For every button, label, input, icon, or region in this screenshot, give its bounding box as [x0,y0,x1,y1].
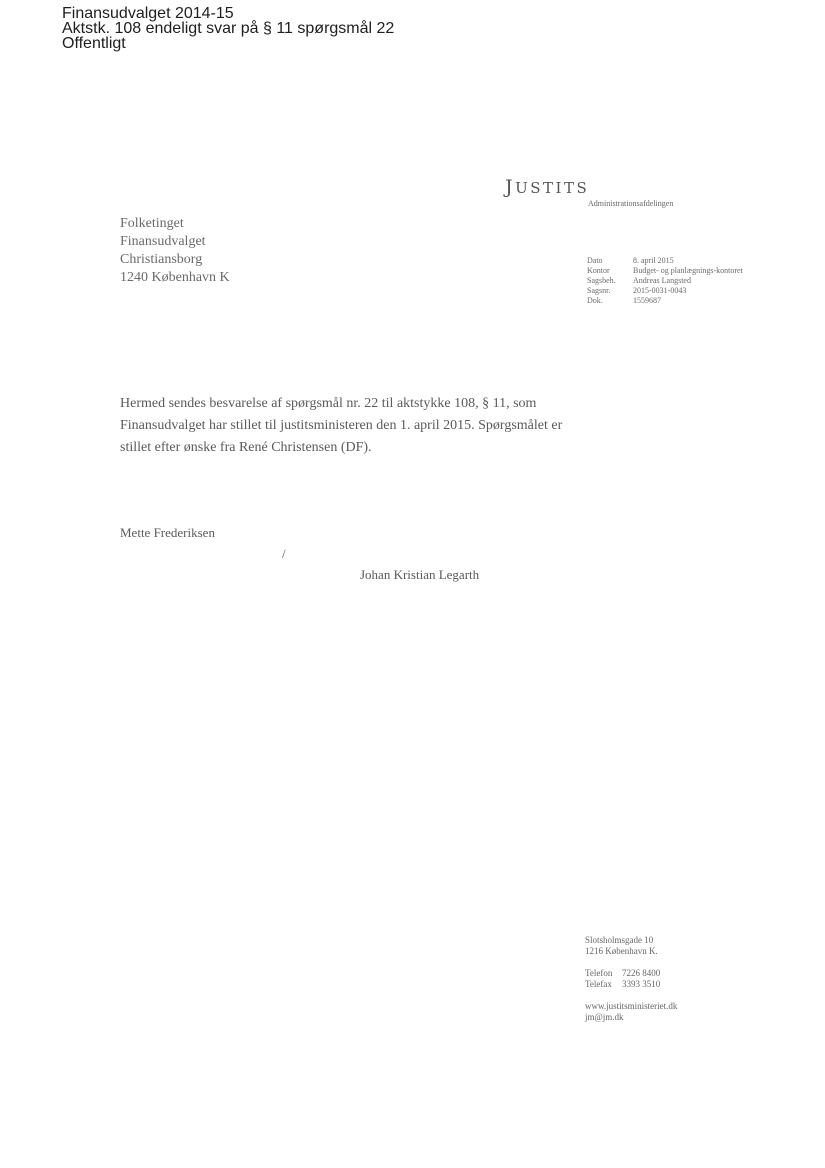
stamp-line-reference: Aktstk. 108 endeligt svar på § 11 spørgsmål 22 [62,20,395,37]
meta-value: Andreas Langsted [633,276,691,285]
meta-value: 1559687 [633,296,661,305]
phone-block [585,968,677,990]
meta-row-case-number [587,286,743,296]
postal-address [585,935,677,957]
meta-value: 2015-0031-0043 [633,286,687,295]
signature-minister: Mette Frederiksen [120,525,215,540]
phone-label: Telefon [585,968,613,978]
address-city: 1216 København K. [585,946,658,956]
logo-initial: J [505,176,516,198]
meta-key: Dato [587,256,603,265]
meta-row-date [587,256,743,266]
meta-key: Dok. [587,296,603,305]
meta-key: Sagsbeh. [587,276,616,285]
signature-official: Johan Kristian Legarth [360,567,480,582]
meta-row-document [587,296,743,306]
recipient-line: Christiansborg [120,252,203,267]
phone-number: 7226 8400 [622,968,661,978]
signature-separator: / [282,546,286,561]
document-stamp [62,6,394,51]
stamp-line-status: Offentligt [62,35,126,52]
email-link[interactable]: jm@jm.dk [585,1012,624,1022]
address-street: Slotsholmsgade 10 [585,935,654,945]
logo-rest: USTITS [515,179,590,197]
contact-block [585,935,677,1023]
department-name: Administrationsafdelingen [588,199,674,208]
meta-key: Sagsnr. [587,286,611,295]
ministry-logo [505,176,589,198]
recipient-line: Finansudvalget [120,234,206,249]
letter-body: Hermed sendes besvarelse af spørgsmål nr. 22 til aktstykke 108, § 11, som Finansudvalget har stillet til justitsministeren den 1. april 2015. Spørgsmålet er stillet efter ønske fra René Christensen (DF). [120,396,563,455]
recipient-line: 1240 København K [120,270,230,285]
phone-row [585,968,660,979]
website-link[interactable]: www.justitsministeriet.dk [585,1001,678,1011]
phone-table [585,968,660,990]
meta-row-caseworker [587,276,743,286]
fax-label: Telefax [585,979,612,989]
meta-value: Budget- og planlægnings-kontoret [633,266,743,275]
recipient-line: Folketinget [120,216,184,231]
fax-number: 3393 3510 [622,979,661,989]
fax-row [585,979,660,990]
meta-value: 8. april 2015 [633,256,674,265]
meta-row-office [587,266,743,276]
document-metadata [587,256,743,306]
stamp-line-committee: Finansudvalget 2014-15 [62,5,234,22]
meta-key: Kontor [587,266,610,275]
recipient-address [120,215,230,287]
